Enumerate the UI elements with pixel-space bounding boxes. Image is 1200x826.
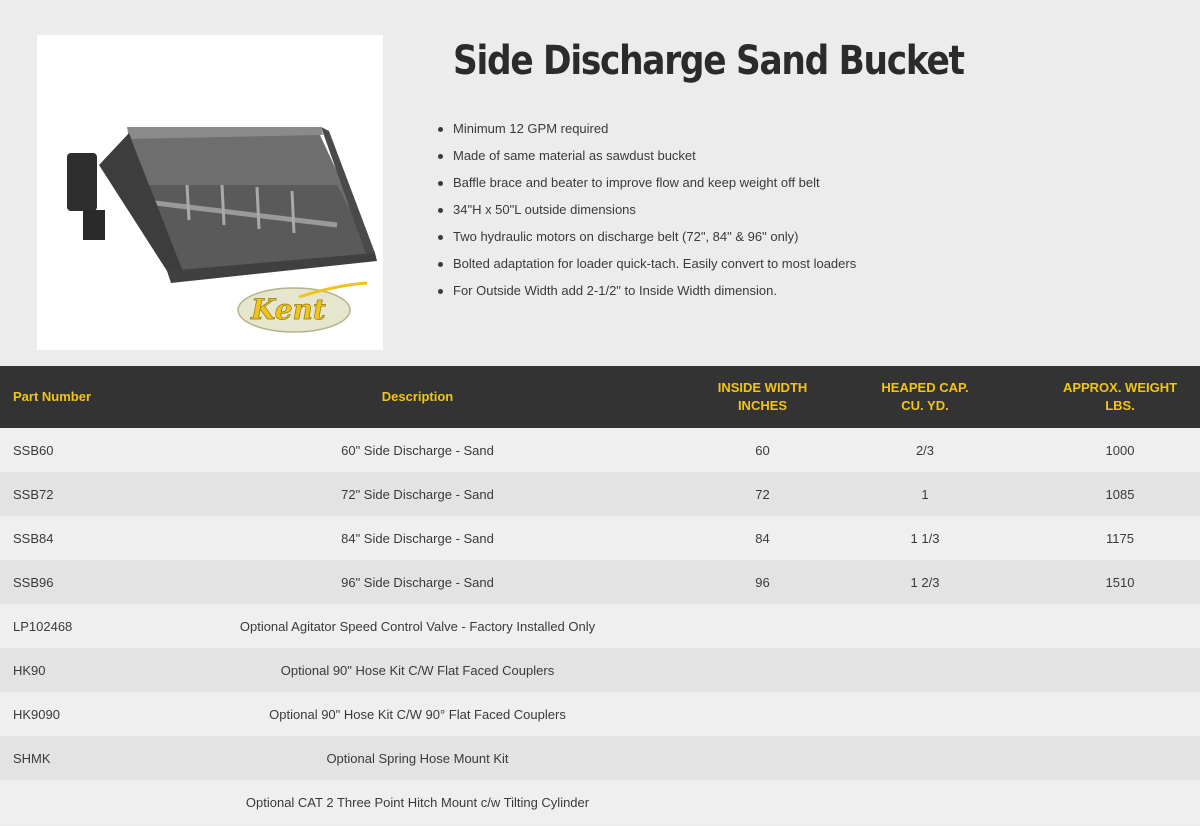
- bullet-icon: [438, 262, 443, 267]
- cell-part-number: HK9090: [0, 692, 120, 736]
- header-approx-weight: APPROX. WEIGHT LBS.: [1040, 366, 1200, 428]
- cell-description: Optional CAT 2 Three Point Hitch Mount c/w Tilting Cylinder: [120, 780, 715, 824]
- feature-item: [438, 171, 1178, 198]
- feature-list: [438, 117, 1178, 306]
- cell-description: Optional Spring Hose Mount Kit: [120, 736, 715, 780]
- cell-description: 60" Side Discharge - Sand: [120, 428, 715, 472]
- cell-inside-width: [715, 604, 810, 648]
- spec-table: [0, 366, 1200, 824]
- cell-heaped-capacity: 1 1/3: [810, 516, 1040, 560]
- beater-blade: [222, 185, 224, 225]
- product-image: [37, 35, 383, 350]
- feature-item: [438, 252, 1178, 279]
- cell-heaped-capacity: [810, 648, 1040, 692]
- cell-approx-weight: [1040, 648, 1200, 692]
- cell-heaped-capacity: [810, 780, 1040, 824]
- cell-heaped-capacity: [810, 692, 1040, 736]
- cell-inside-width: [715, 648, 810, 692]
- feature-item: [438, 144, 1178, 171]
- table-row: [0, 516, 1200, 560]
- table-row: [0, 648, 1200, 692]
- bullet-icon: [438, 208, 443, 213]
- table-row: [0, 428, 1200, 472]
- feature-item: [438, 225, 1178, 252]
- header-inside-width: INSIDE WIDTH INCHES: [715, 366, 810, 428]
- cell-approx-weight: [1040, 736, 1200, 780]
- cell-description: Optional 90" Hose Kit C/W 90° Flat Faced Couplers: [120, 692, 715, 736]
- cell-inside-width: 60: [715, 428, 810, 472]
- cell-part-number: SSB72: [0, 472, 120, 516]
- cell-description: 96" Side Discharge - Sand: [120, 560, 715, 604]
- cell-part-number: SHMK: [0, 736, 120, 780]
- cell-description: Optional 90" Hose Kit C/W Flat Faced Couplers: [120, 648, 715, 692]
- cell-description: 72" Side Discharge - Sand: [120, 472, 715, 516]
- cell-inside-width: [715, 692, 810, 736]
- table-row: [0, 692, 1200, 736]
- feature-text: Bolted adaptation for loader quick-tach. Easily convert to most loaders: [453, 256, 857, 271]
- cell-approx-weight: [1040, 692, 1200, 736]
- feature-item: [438, 117, 1178, 144]
- beater-blade: [292, 191, 294, 233]
- beater-blade: [257, 187, 259, 229]
- feature-text: 34"H x 50"L outside dimensions: [453, 202, 636, 217]
- cell-approx-weight: 1510: [1040, 560, 1200, 604]
- table-row: [0, 604, 1200, 648]
- sand-bucket-illustration: [37, 35, 383, 350]
- cell-part-number: LP102468: [0, 604, 120, 648]
- cell-heaped-capacity: 1: [810, 472, 1040, 516]
- cell-part-number: [0, 780, 120, 824]
- cell-approx-weight: [1040, 604, 1200, 648]
- table-row: [0, 780, 1200, 824]
- cell-description: Optional Agitator Speed Control Valve - Factory Installed Only: [120, 604, 715, 648]
- cell-inside-width: [715, 780, 810, 824]
- header-heaped-capacity: HEAPED CAP. CU. YD.: [810, 366, 1040, 428]
- hydraulic-motor: [67, 153, 97, 211]
- feature-text: Two hydraulic motors on discharge belt (72", 84" & 96" only): [453, 229, 799, 244]
- cell-approx-weight: 1175: [1040, 516, 1200, 560]
- cell-part-number: SSB60: [0, 428, 120, 472]
- bullet-icon: [438, 289, 443, 294]
- header-description: Description: [120, 366, 715, 428]
- cell-heaped-capacity: 1 2/3: [810, 560, 1040, 604]
- table-row: [0, 560, 1200, 604]
- cell-inside-width: 84: [715, 516, 810, 560]
- bullet-icon: [438, 154, 443, 159]
- bullet-icon: [438, 181, 443, 186]
- cell-part-number: SSB84: [0, 516, 120, 560]
- feature-item: [438, 198, 1178, 225]
- page-title: Side Discharge Sand Bucket: [453, 38, 964, 84]
- feature-text: Baffle brace and beater to improve flow and keep weight off belt: [453, 175, 820, 190]
- cell-part-number: HK90: [0, 648, 120, 692]
- cell-inside-width: 96: [715, 560, 810, 604]
- bullet-icon: [438, 127, 443, 132]
- cell-heaped-capacity: 2/3: [810, 428, 1040, 472]
- cell-part-number: SSB96: [0, 560, 120, 604]
- feature-text: Minimum 12 GPM required: [453, 121, 609, 136]
- feature-text: For Outside Width add 2-1/2" to Inside Width dimension.: [453, 283, 777, 298]
- kent-logo-text: Kent: [251, 293, 326, 326]
- feature-item: [438, 279, 1178, 306]
- cell-heaped-capacity: [810, 736, 1040, 780]
- cell-inside-width: 72: [715, 472, 810, 516]
- table-row: [0, 472, 1200, 516]
- header-part-number: Part Number: [0, 366, 120, 428]
- cell-approx-weight: [1040, 780, 1200, 824]
- beater-blade: [187, 185, 189, 220]
- cell-heaped-capacity: [810, 604, 1040, 648]
- hydraulic-motor: [83, 210, 105, 240]
- cell-inside-width: [715, 736, 810, 780]
- bullet-icon: [438, 235, 443, 240]
- cell-approx-weight: 1085: [1040, 472, 1200, 516]
- cell-description: 84" Side Discharge - Sand: [120, 516, 715, 560]
- cell-approx-weight: 1000: [1040, 428, 1200, 472]
- table-header-row: [0, 366, 1200, 428]
- feature-text: Made of same material as sawdust bucket: [453, 148, 696, 163]
- table-row: [0, 736, 1200, 780]
